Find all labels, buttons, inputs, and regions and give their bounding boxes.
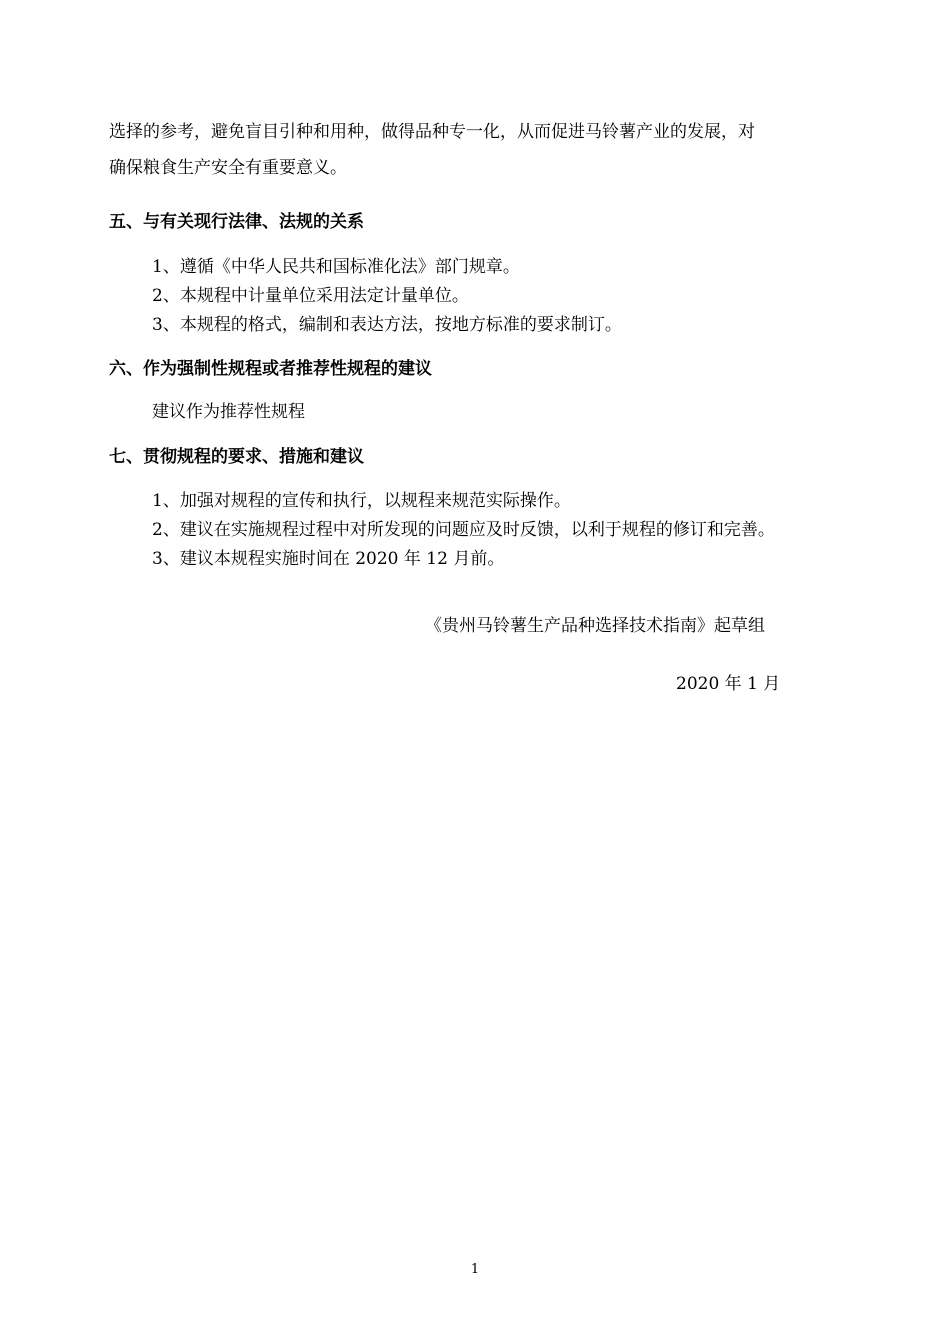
section-6-item-1: 建议作为推荐性规程 [152, 402, 305, 422]
section-heading-7: 七、贯彻规程的要求、措施和建议 [109, 447, 364, 467]
section-7-item-3: 3、建议本规程实施时间在 2020 年 12 月前。 [152, 549, 505, 569]
page-number: 1 [470, 1262, 480, 1277]
signature-date: 2020 年 1 月 [676, 674, 781, 694]
intro-line-2: 确保粮食生产安全有重要意义。 [109, 158, 347, 178]
section-7-item-1: 1、加强对规程的宣传和执行，以规程来规范实际操作。 [152, 491, 571, 511]
section-7-item-2: 2、建议在实施规程过程中对所发现的问题应及时反馈，以利于规程的修订和完善。 [152, 520, 775, 540]
section-5-item-2: 2、本规程中计量单位采用法定计量单位。 [152, 286, 469, 306]
section-5-item-1: 1、遵循《中华人民共和国标准化法》部门规章。 [152, 257, 520, 277]
section-heading-6: 六、作为强制性规程或者推荐性规程的建议 [109, 359, 432, 379]
section-5-item-3: 3、本规程的格式，编制和表达方法，按地方标准的要求制订。 [152, 315, 622, 335]
drafting-group: 《贵州马铃薯生产品种选择技术指南》起草组 [425, 616, 765, 636]
section-heading-5: 五、与有关现行法律、法规的关系 [109, 212, 364, 232]
intro-line-1: 选择的参考，避免盲目引种和用种，做得品种专一化，从而促进马铃薯产业的发展，对 [109, 122, 755, 142]
